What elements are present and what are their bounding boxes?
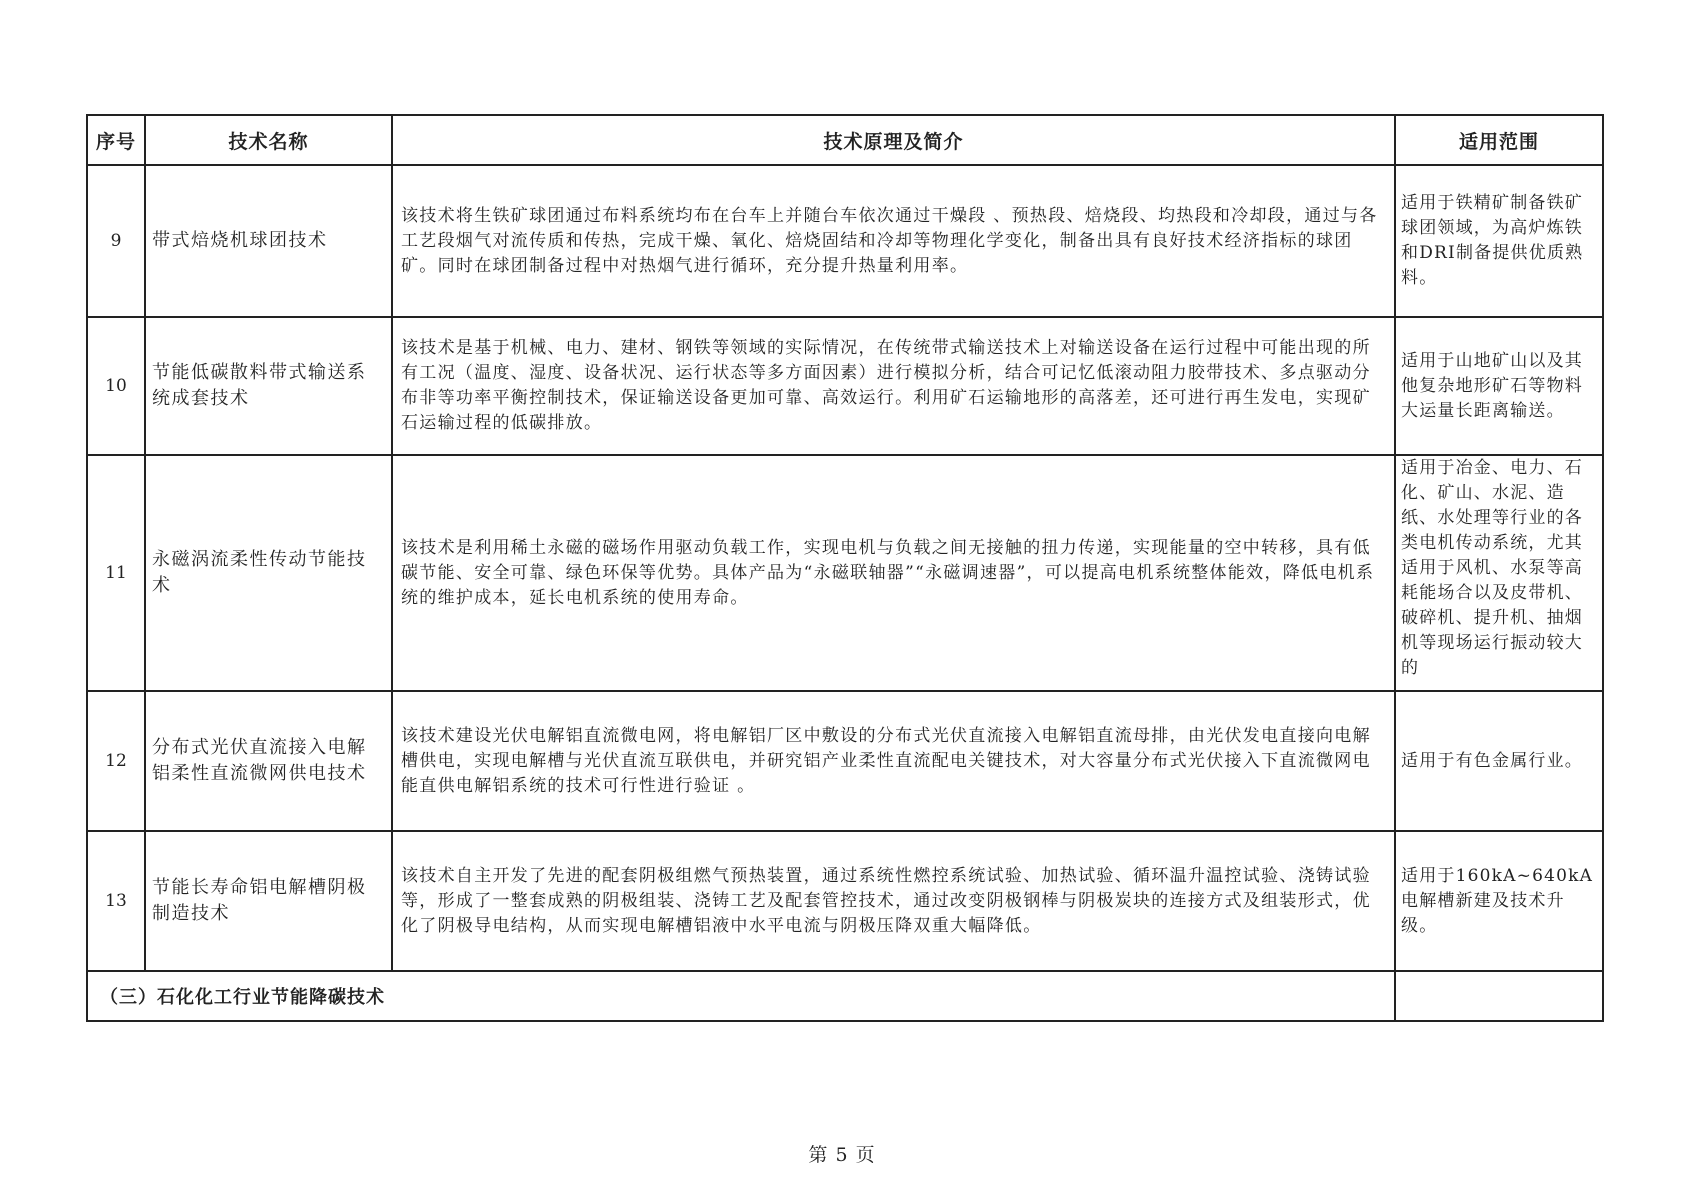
row-num: 13: [87, 831, 145, 971]
row-description: 该技术自主开发了先进的配套阴极组燃气预热装置，通过系统性燃控系统试验、加热试验、循环温升温控试验、浇铸试验等，形成了一整套成熟的阴极组装、浇铸工艺及配套管控技术，通过改变阴极钢棒与阴极炭块的连接方式及组装形式，优化了阴极导电结构，从而实现电解槽铝液中水平电流与阴极压降双重大幅降低。: [392, 831, 1395, 971]
row-scope-cell: [1395, 455, 1603, 691]
row-scope: 适用于冶金、电力、石化、矿山、水泥、造纸、水处理等行业的各类电机传动系统，尤其适用于风机、水泵等高耗能场合以及皮带机、破碎机、提升机、抽烟机等现场运行振动较大的: [1401, 458, 1583, 678]
section-header-row: [87, 971, 1603, 1021]
table-row: [87, 165, 1603, 317]
row-num: 10: [87, 317, 145, 455]
row-tech-name: 永磁涡流柔性传动节能技术: [145, 455, 392, 691]
row-scope: 适用于山地矿山以及其他复杂地形矿石等物料大运量长距离输送。: [1395, 317, 1603, 455]
row-description: 该技术是基于机械、电力、建材、钢铁等领域的实际情况，在传统带式输送技术上对输送设备在运行过程中可能出现的所有工况（温度、湿度、设备状况、运行状态等多方面因素）进行模拟分析，结合可记忆低滚动阻力胶带技术、多点驱动分布非等功率平衡控制技术，保证输送设备更加可靠、高效运行。利用矿石运输地形的高落差，还可进行再生发电，实现矿石运输过程的低碳排放。: [392, 317, 1395, 455]
row-tech-name: 带式焙烧机球团技术: [145, 165, 392, 317]
row-tech-name: 节能长寿命铝电解槽阴极制造技术: [145, 831, 392, 971]
table-row: [87, 317, 1603, 455]
table-row: [87, 691, 1603, 831]
section-title: （三）石化化工行业节能降碳技术: [87, 971, 1395, 1021]
row-scope: 适用于铁精矿制备铁矿球团领域，为高炉炼铁和DRI制备提供优质熟料。: [1395, 165, 1603, 317]
row-num: 11: [87, 455, 145, 691]
row-scope: 适用于160kA~640kA电解槽新建及技术升级。: [1395, 831, 1603, 971]
page-number: 第 5 页: [808, 1144, 876, 1166]
row-scope: 适用于有色金属行业。: [1395, 691, 1603, 831]
table-header-row: [87, 115, 1603, 165]
row-description: 该技术将生铁矿球团通过布料系统均布在台车上并随台车依次通过干燥段 、预热段、焙烧段、均热段和冷却段，通过与各工艺段烟气对流传质和传热，完成干燥、氧化、焙烧固结和冷却等物理化学变化，制备出具有良好技术经济指标的球团矿。同时在球团制备过程中对热烟气进行循环，充分提升热量利用率。: [392, 165, 1395, 317]
row-num: 12: [87, 691, 145, 831]
technology-table: [86, 114, 1604, 1022]
row-num: 9: [87, 165, 145, 317]
row-description: 该技术建设光伏电解铝直流微电网，将电解铝厂区中敷设的分布式光伏直流接入电解铝直流母排，由光伏发电直接向电解槽供电，实现电解槽与光伏直流互联供电，并研究铝产业柔性直流配电关键技术，对大容量分布式光伏接入下直流微网电能直供电解铝系统的技术可行性进行验证 。: [392, 691, 1395, 831]
row-tech-name: 节能低碳散料带式输送系统成套技术: [145, 317, 392, 455]
header-desc: 技术原理及简介: [392, 115, 1395, 165]
header-num: 序号: [87, 115, 145, 165]
header-name: 技术名称: [145, 115, 392, 165]
header-scope: 适用范围: [1395, 115, 1603, 165]
section-empty-cell: [1395, 971, 1603, 1021]
row-description: 该技术是利用稀土永磁的磁场作用驱动负载工作，实现电机与负载之间无接触的扭力传递，实现能量的空中转移，具有低碳节能、安全可靠、绿色环保等优势。具体产品为“永磁联轴器”“永磁调速器”，可以提高电机系统整体能效，降低电机系统的维护成本，延长电机系统的使用寿命。: [392, 455, 1395, 691]
row-tech-name: 分布式光伏直流接入电解铝柔性直流微网供电技术: [145, 691, 392, 831]
table-row: [87, 831, 1603, 971]
table-row: [87, 455, 1603, 691]
